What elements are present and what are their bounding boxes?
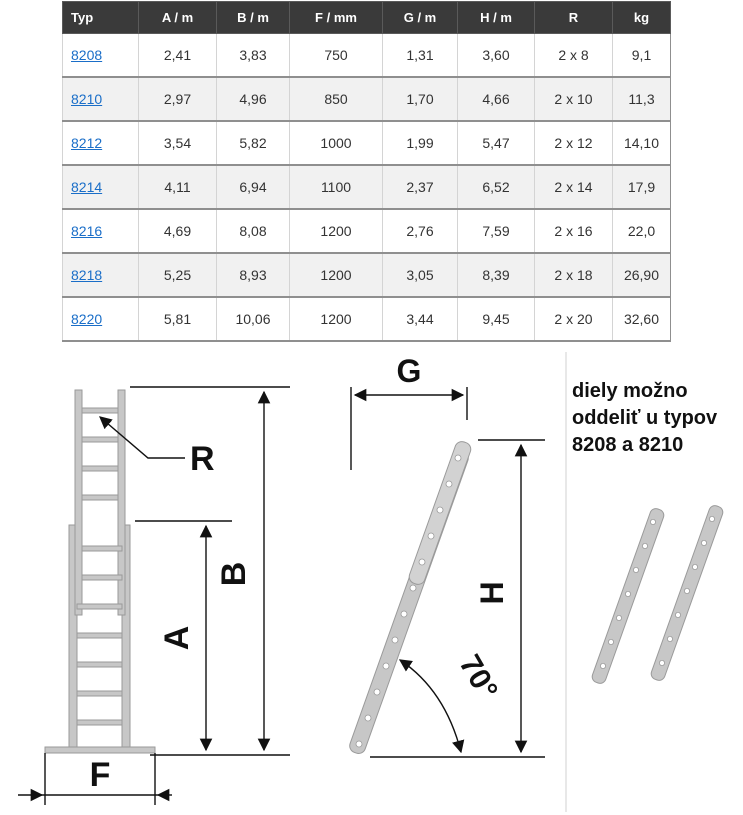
front-ladder bbox=[45, 390, 155, 753]
table-cell: 26,90 bbox=[613, 253, 671, 297]
table-cell: 9,45 bbox=[458, 297, 535, 341]
table-cell: 1000 bbox=[290, 121, 383, 165]
table-cell: 8,93 bbox=[217, 253, 290, 297]
header-r: R bbox=[535, 2, 613, 34]
table-cell: 1200 bbox=[290, 209, 383, 253]
label-g: G bbox=[396, 353, 422, 389]
side-ladder bbox=[348, 440, 473, 756]
table-cell: 3,44 bbox=[383, 297, 458, 341]
table-cell: 4,11 bbox=[139, 165, 217, 209]
table-cell: 1,99 bbox=[383, 121, 458, 165]
table-cell: 4,69 bbox=[139, 209, 217, 253]
table-cell: 1,70 bbox=[383, 77, 458, 121]
product-link[interactable]: 8218 bbox=[71, 267, 103, 283]
header-g: G / m bbox=[383, 2, 458, 34]
table-cell: 2,76 bbox=[383, 209, 458, 253]
table-cell: 1100 bbox=[290, 165, 383, 209]
table-cell: 7,59 bbox=[458, 209, 535, 253]
separated-parts bbox=[591, 504, 725, 685]
table-cell: 2 x 16 bbox=[535, 209, 613, 253]
note-line-2: oddeliť u typov bbox=[572, 407, 718, 429]
table-cell: 6,52 bbox=[458, 165, 535, 209]
table-cell: 11,3 bbox=[613, 77, 671, 121]
product-link[interactable]: 8212 bbox=[71, 135, 103, 151]
table-cell: 3,54 bbox=[139, 121, 217, 165]
table-cell: 3,60 bbox=[458, 34, 535, 78]
table-cell: 2,37 bbox=[383, 165, 458, 209]
separation-note bbox=[572, 378, 717, 459]
table-cell: 8,39 bbox=[458, 253, 535, 297]
table-cell: 8,08 bbox=[217, 209, 290, 253]
label-b: B bbox=[215, 561, 253, 587]
table-cell: 5,47 bbox=[458, 121, 535, 165]
table-cell: 2,41 bbox=[139, 34, 217, 78]
label-h: H bbox=[474, 581, 510, 605]
label-f: F bbox=[89, 756, 111, 794]
table-cell: 22,0 bbox=[613, 209, 671, 253]
product-link[interactable]: 8216 bbox=[71, 223, 103, 239]
header-b: B / m bbox=[217, 2, 290, 34]
label-a: A bbox=[158, 625, 196, 651]
table-cell: 1200 bbox=[290, 297, 383, 341]
table-cell: 4,66 bbox=[458, 77, 535, 121]
header-a: A / m bbox=[139, 2, 217, 34]
table-cell: 17,9 bbox=[613, 165, 671, 209]
table-cell: 32,60 bbox=[613, 297, 671, 341]
table-cell: 1,31 bbox=[383, 34, 458, 78]
table-cell: 5,25 bbox=[139, 253, 217, 297]
table-cell: 5,81 bbox=[139, 297, 217, 341]
note-line-3: 8208 a 8210 bbox=[572, 434, 684, 456]
table-cell: 3,05 bbox=[383, 253, 458, 297]
product-link[interactable]: 8208 bbox=[71, 47, 103, 63]
note-line-1: diely možno bbox=[572, 380, 688, 402]
table-cell: 750 bbox=[290, 34, 383, 78]
label-angle: 70° bbox=[452, 649, 504, 706]
table-cell: 2 x 12 bbox=[535, 121, 613, 165]
table-cell: 14,10 bbox=[613, 121, 671, 165]
table-cell: 9,1 bbox=[613, 34, 671, 78]
header-typ: Typ bbox=[63, 2, 139, 34]
header-f: F / mm bbox=[290, 2, 383, 34]
table-cell: 5,82 bbox=[217, 121, 290, 165]
product-link[interactable]: 8214 bbox=[71, 179, 103, 195]
table-cell: 3,83 bbox=[217, 34, 290, 78]
label-r: R bbox=[190, 440, 215, 478]
table-cell: 2 x 20 bbox=[535, 297, 613, 341]
table-cell: 2 x 14 bbox=[535, 165, 613, 209]
product-link[interactable]: 8210 bbox=[71, 91, 103, 107]
table-cell: 850 bbox=[290, 77, 383, 121]
table-cell: 6,94 bbox=[217, 165, 290, 209]
header-h: H / m bbox=[458, 2, 535, 34]
product-link[interactable]: 8220 bbox=[71, 311, 103, 327]
table-cell: 2,97 bbox=[139, 77, 217, 121]
table-cell: 1200 bbox=[290, 253, 383, 297]
table-cell: 10,06 bbox=[217, 297, 290, 341]
header-kg: kg bbox=[613, 2, 671, 34]
front-dimensions bbox=[18, 387, 290, 805]
table-cell: 2 x 18 bbox=[535, 253, 613, 297]
table-cell: 2 x 10 bbox=[535, 77, 613, 121]
table-cell: 2 x 8 bbox=[535, 34, 613, 78]
table-cell: 4,96 bbox=[217, 77, 290, 121]
